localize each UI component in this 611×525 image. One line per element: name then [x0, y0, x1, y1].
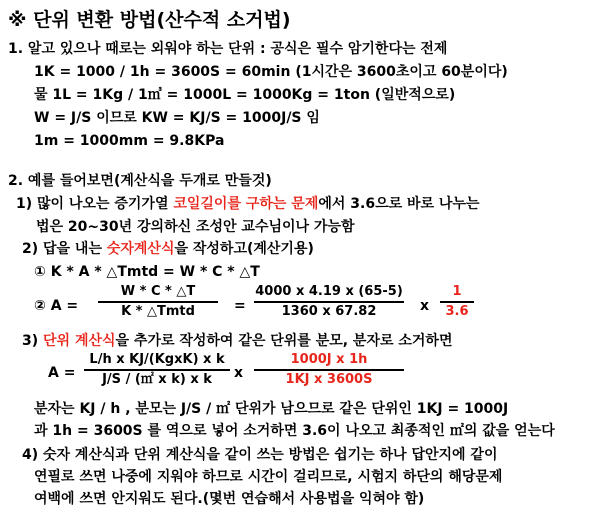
unit-line-pressure: 1m = 1000mm = 9.8KPa — [34, 133, 225, 149]
fraction-denominator: 1KJ x 3600S — [285, 372, 373, 387]
item1-line2: 법은 20~30년 강의하신 조성안 교수님이나 가능함 — [36, 219, 355, 235]
item2-step1-formula: ① K * A * △Tmtd = W * C * △T — [34, 264, 260, 280]
item1-highlight: 코일길이를 구하는 문제 — [173, 196, 319, 212]
item2-prefix: 2) 답을 내는 — [22, 241, 107, 257]
page-title: ※ 단위 변환 방법(산수적 소거법) — [8, 9, 291, 31]
fraction-numerator: 1 — [452, 284, 462, 299]
item1-suffix: 에서 3.6으로 바로 나누는 — [318, 196, 480, 212]
item2-suffix: 을 작성하고(계산기용) — [174, 241, 314, 257]
fraction-numerator: W * C * △T — [120, 284, 196, 299]
section1-heading: 1. 알고 있으나 때로는 외워야 하는 단위 : 공식은 필수 암기한다는 전제 — [8, 41, 448, 57]
item1-line1 — [16, 195, 480, 213]
item3-explanation-2: 과 1h = 3600S 를 역으로 넣어 소거하면 3.6이 나오고 최종적인 ㎡의 값을 얻는다 — [34, 423, 555, 439]
unit-line-time: 1K = 1000 / 1h = 3600S = 60min (1시간은 3600초이고 60분이다) — [34, 64, 508, 80]
item4-line3: 여백에 쓰면 안지워도 된다.(몇번 연습해서 사용법을 익혀야 함) — [34, 491, 425, 507]
item3-label: A = — [48, 365, 76, 381]
item3-fraction-conversion — [254, 351, 404, 389]
item4-line2: 연필로 쓰면 나중에 지워야 하므로 시간이 걸리므로, 시험지 하단의 해당문제 — [34, 469, 503, 485]
item2-step2-label: ② A = — [34, 298, 79, 314]
item4-line1: 4) 숫자 계산식과 단위 계산식을 같이 쓰는 방법은 쉽기는 하나 답안지에 같이 — [22, 447, 498, 463]
unit-line-power: W = J/S 이므로 KW = KJ/S = 1000J/S 임 — [34, 110, 320, 126]
item2-line1 — [22, 240, 314, 258]
fraction-denominator: K * △Tmtd — [121, 304, 195, 319]
equals-sign: = — [234, 298, 246, 314]
item3-suffix: 을 추가로 작성하여 같은 단위를 분모, 분자로 소거하면 — [115, 333, 453, 349]
item2-highlight: 숫자계산식 — [106, 241, 175, 257]
fraction-denominator: 3.6 — [445, 304, 469, 319]
item3-fraction-units — [84, 351, 230, 389]
item3-explanation-1: 분자는 KJ / h , 분모는 J/S / ㎡ 단위가 남으므로 같은 단위인 1KJ = 1000J — [34, 401, 509, 417]
item3-prefix: 3) — [22, 333, 44, 349]
fraction-denominator: J/S / (㎡ x k) x k — [102, 372, 212, 387]
item3-highlight: 단위 계산식 — [43, 333, 116, 349]
times-sign: x — [420, 298, 430, 314]
fraction-numerator: 4000 x 4.19 x (65-5) — [255, 284, 403, 299]
item2-fraction-conversion — [440, 283, 474, 321]
unit-line-water: 물 1L = 1Kg / 1㎥ = 1000L = 1000Kg = 1ton (일반적으로) — [34, 87, 456, 103]
times-sign: x — [234, 365, 244, 381]
item2-fraction-numeric — [254, 283, 404, 321]
item2-fraction-symbolic — [98, 283, 218, 321]
fraction-numerator: 1000J x 1h — [290, 352, 368, 367]
section2-heading: 2. 예를 들어보면(계산식을 두개로 만들것) — [8, 173, 272, 189]
item3-line1 — [22, 332, 452, 350]
fraction-numerator: L/h x KJ/(KgxK) x k — [89, 352, 225, 367]
fraction-denominator: 1360 x 67.82 — [281, 304, 377, 319]
item1-prefix: 1) 많이 나오는 증기가열 — [16, 196, 174, 212]
